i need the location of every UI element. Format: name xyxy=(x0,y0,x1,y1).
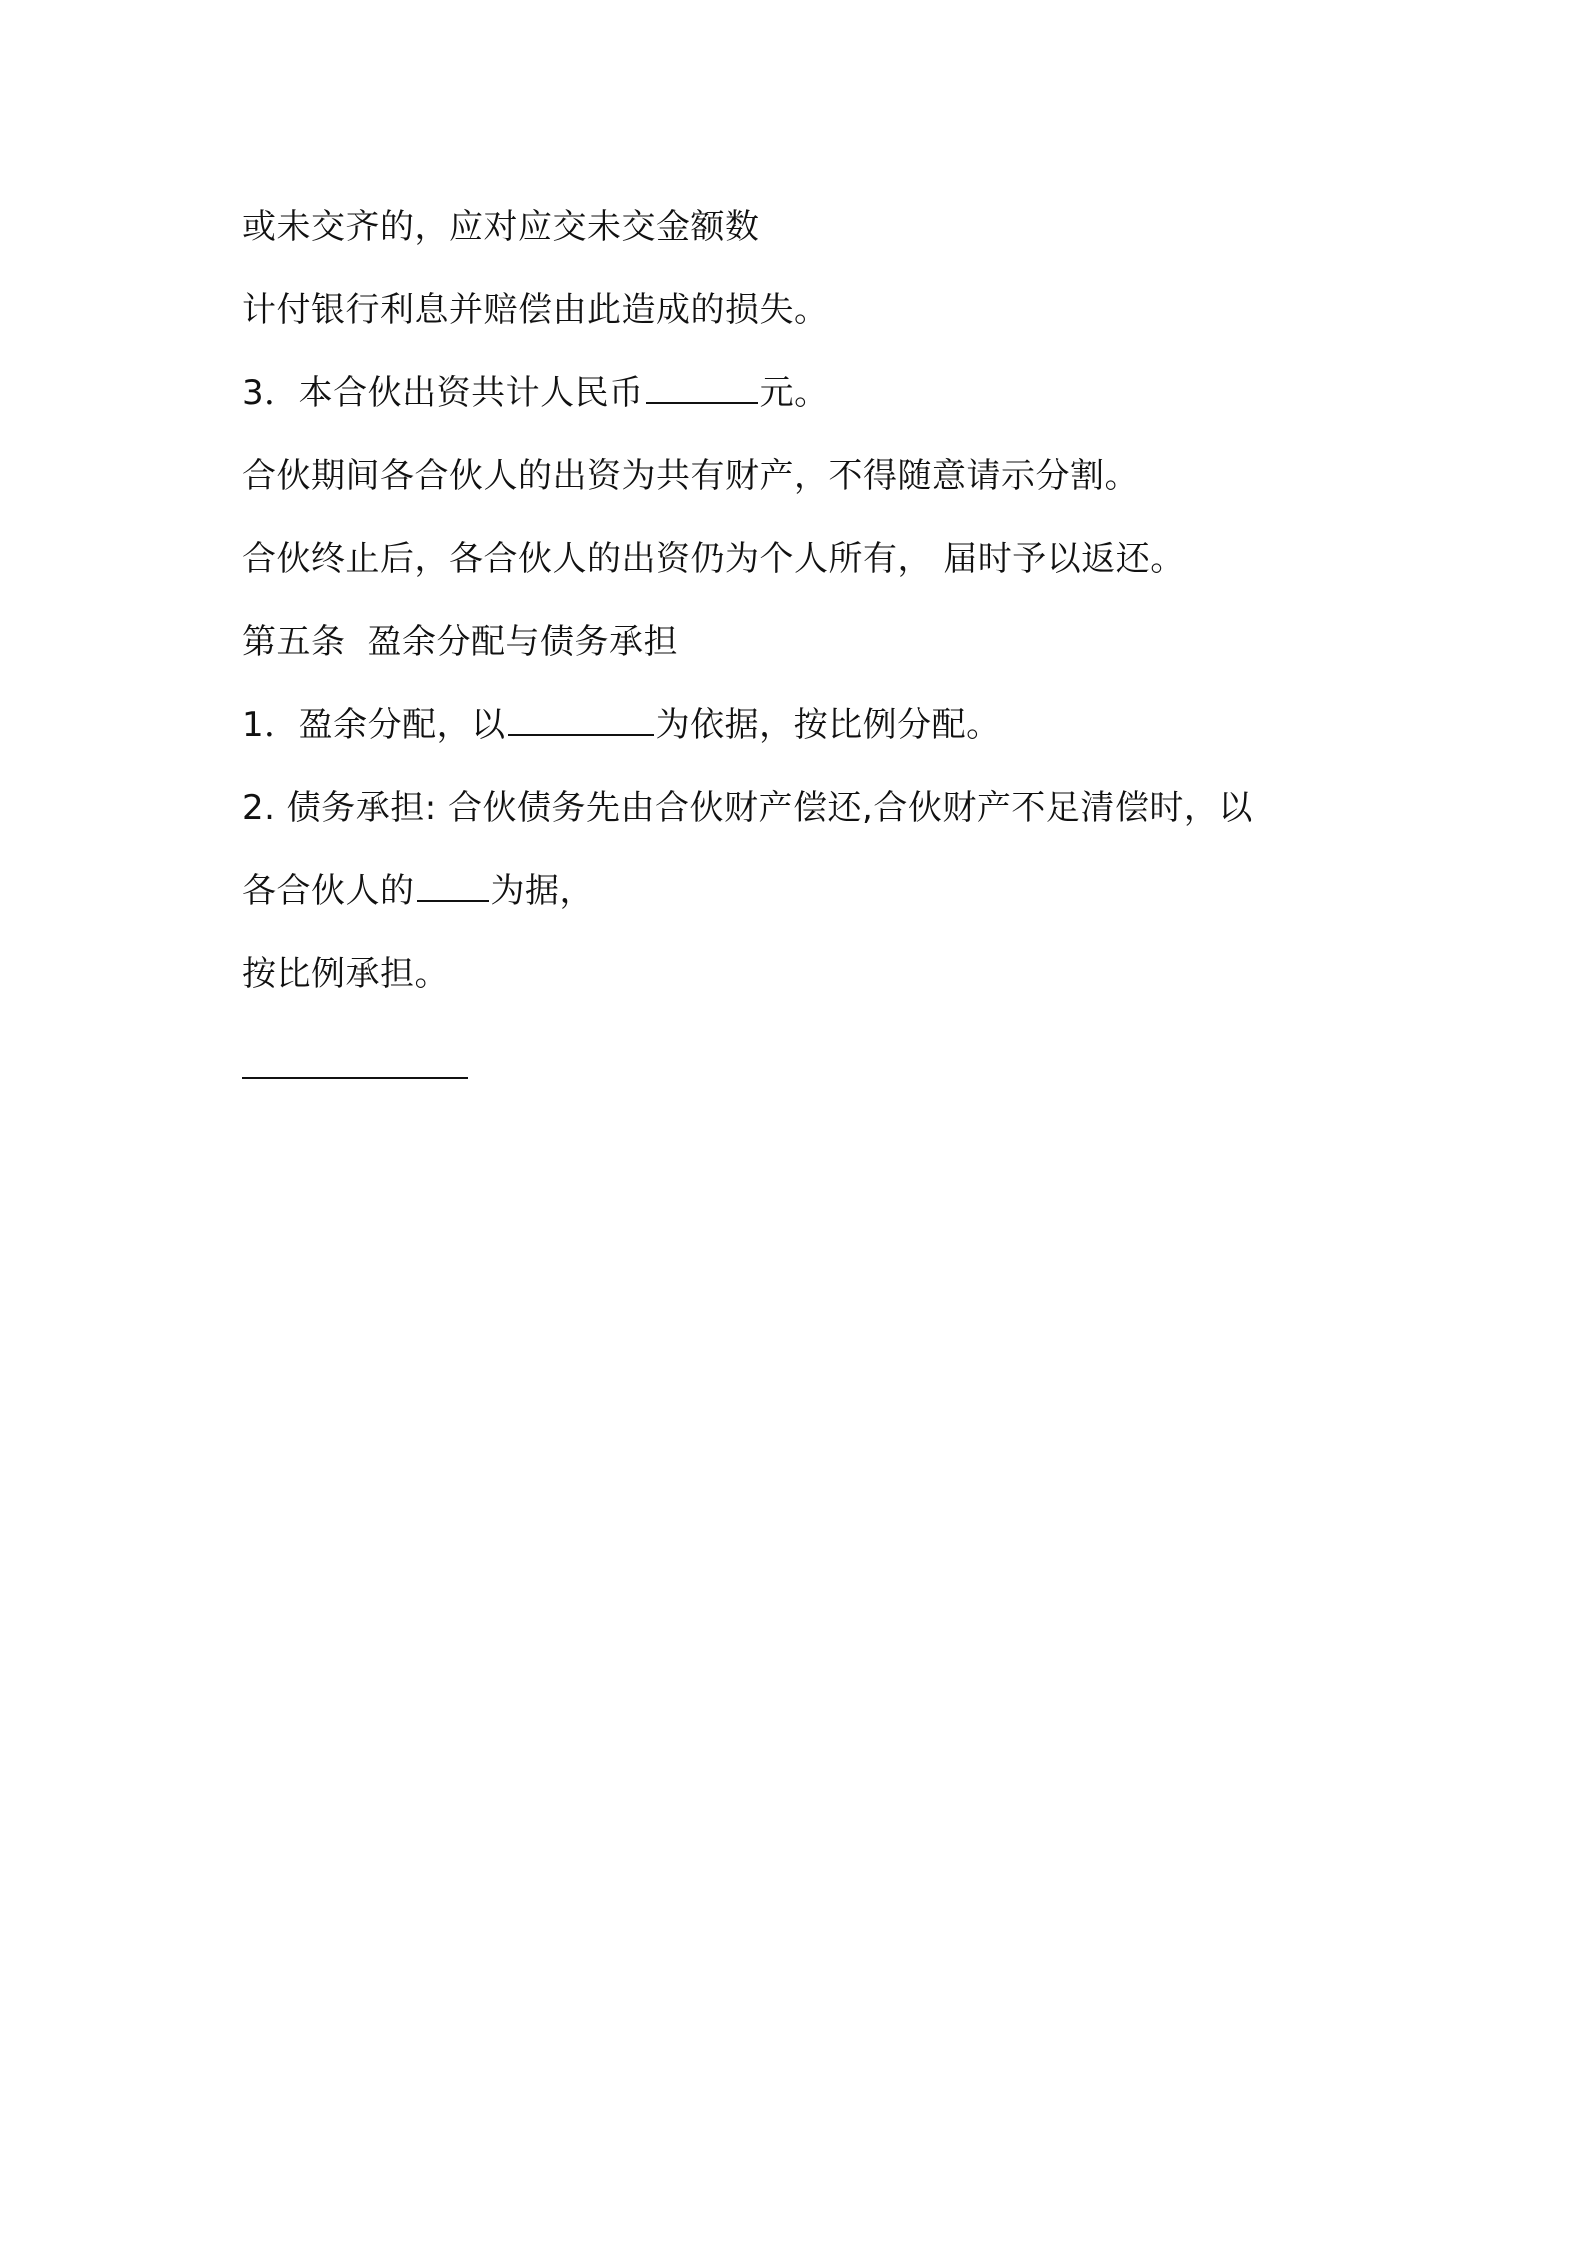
basis-blank[interactable] xyxy=(508,704,654,736)
proportion-blank[interactable] xyxy=(417,870,489,902)
text: 合伙终止后，各合伙人的出资仍为个人所有， 届时予以返还。 xyxy=(242,539,1185,579)
clause-1-profit-distribution xyxy=(242,703,1001,747)
paragraph-line-5 xyxy=(242,537,1185,581)
article-title: 盈余分配与债务承担 xyxy=(367,622,678,662)
text: 1．盈余分配，以 xyxy=(242,705,506,745)
paragraph-line-10 xyxy=(242,952,449,996)
paragraph-line-2 xyxy=(242,288,829,332)
text: 元。 xyxy=(759,373,829,413)
footer-rule xyxy=(242,1077,468,1079)
text: 2. 债务承担: 合伙债务先由合伙财产偿还,合伙财产不足清偿时，以 xyxy=(242,788,1253,828)
text: 合伙期间各合伙人的出资为共有财产，不得随意请示分割。 xyxy=(242,456,1139,496)
text: 各合伙人的 xyxy=(242,871,415,911)
clause-2-continued xyxy=(242,869,594,913)
text: 为据， xyxy=(490,871,594,911)
clause-3-total-capital xyxy=(242,371,829,415)
text: 3．本合伙出资共计人民币 xyxy=(242,373,644,413)
text: 按比例承担。 xyxy=(242,954,449,994)
article-number: 第五条 xyxy=(242,622,346,662)
amount-blank[interactable] xyxy=(646,372,758,404)
paragraph-line-4 xyxy=(242,454,1139,498)
paragraph-line-1 xyxy=(242,205,760,249)
text: 或未交齐的，应对应交未交金额数 xyxy=(242,207,760,247)
article-5-heading xyxy=(242,620,678,664)
text: 为依据，按比例分配。 xyxy=(655,705,1001,745)
text: 计付银行利息并赔偿由此造成的损失。 xyxy=(242,290,829,330)
clause-2-debt-bearing xyxy=(242,786,1253,830)
